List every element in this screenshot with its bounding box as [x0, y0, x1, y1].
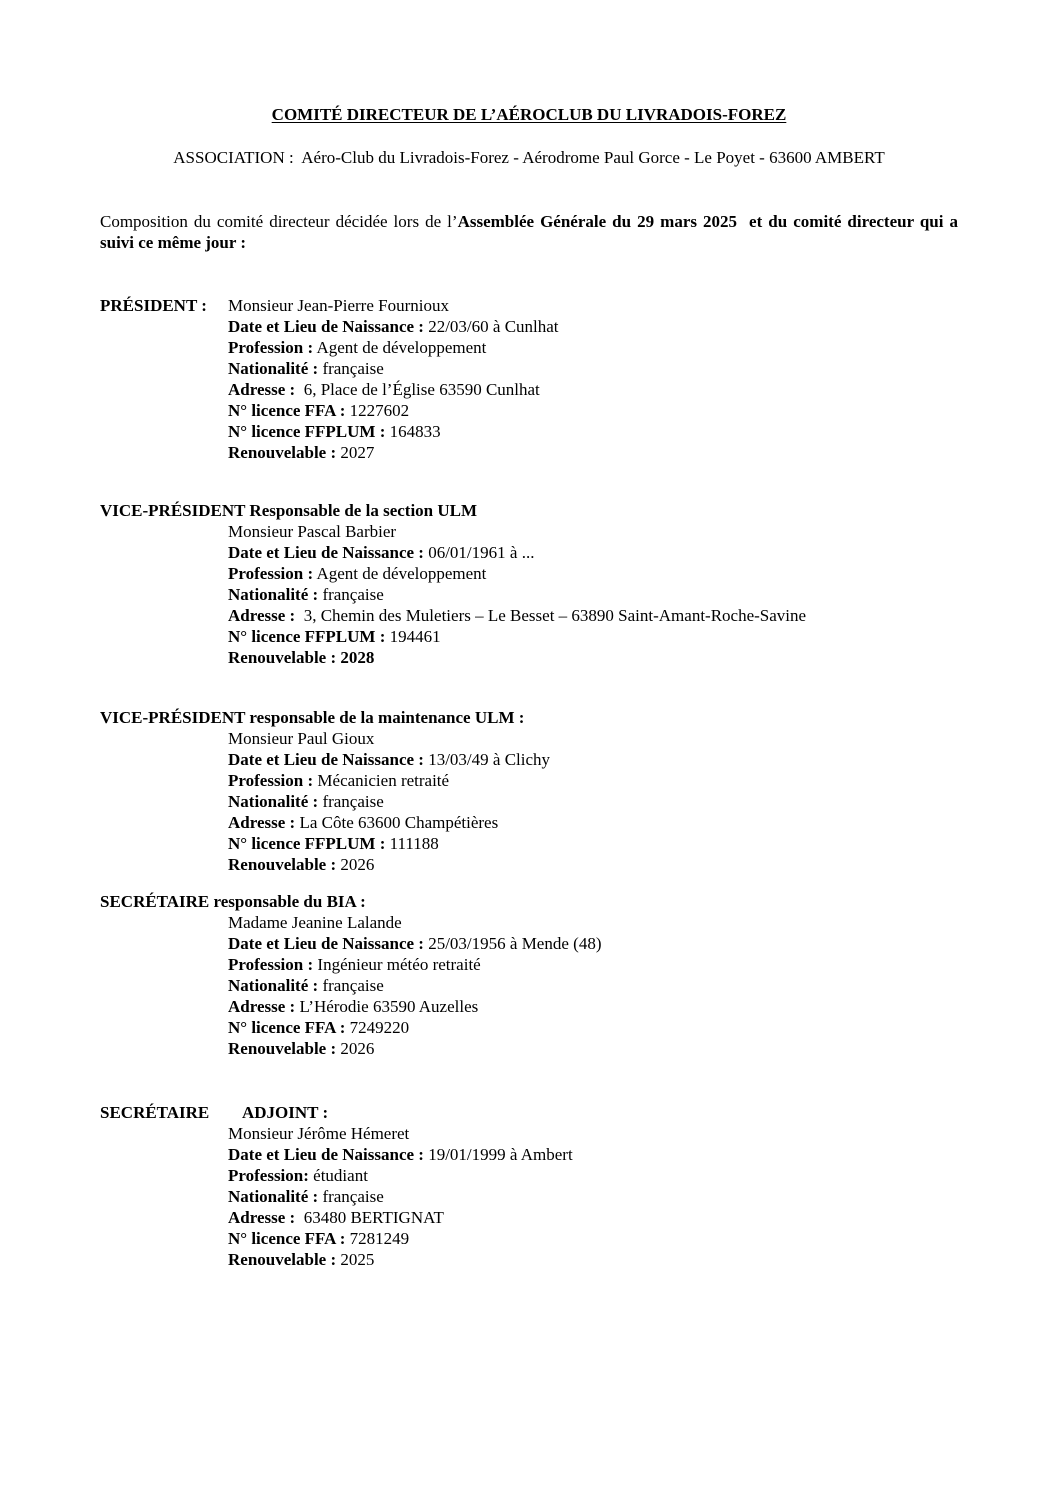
field-label: Renouvelable :: [228, 1250, 337, 1269]
field-label: Adresse :: [228, 813, 296, 832]
officer-role: PRÉSIDENT :: [100, 296, 207, 315]
field-label: Adresse :: [228, 380, 296, 399]
field-label: Date et Lieu de Naissance :: [228, 1145, 424, 1164]
officer-name-line: [100, 1123, 958, 1144]
field-value: 2027: [336, 443, 375, 462]
officer-heading: [100, 891, 958, 912]
officer-field-line: [100, 1207, 958, 1228]
officer-role: VICE-PRÉSIDENT Responsable de la section ULM: [100, 501, 478, 520]
officer-field-line: [100, 791, 958, 812]
field-label: Nationalité :: [228, 1187, 319, 1206]
officer-field-line: [100, 1228, 958, 1249]
officer-field-line: [100, 854, 958, 875]
field-label: Profession :: [228, 955, 314, 974]
officer-name: Monsieur Jean-Pierre Fournioux: [228, 296, 449, 315]
field-value: 164833: [385, 422, 441, 441]
officer-block: [100, 295, 958, 463]
field-label: Profession:: [228, 1166, 309, 1185]
field-value: 194461: [385, 627, 441, 646]
field-label: Profession :: [228, 771, 314, 790]
field-value: 13/03/49 à Clichy: [423, 750, 551, 769]
officer-field-line: [100, 1186, 958, 1207]
officer-name: Monsieur Jérôme Hémeret: [228, 1124, 410, 1143]
field-label: Date et Lieu de Naissance :: [228, 543, 424, 562]
field-value: française: [318, 792, 384, 811]
field-label: Renouvelable :: [228, 855, 337, 874]
field-label: Profession :: [228, 338, 314, 357]
officer-field-line: [100, 358, 958, 379]
field-label: N° licence FFA :: [228, 1229, 346, 1248]
field-value: française: [318, 359, 384, 378]
field-value: 22/03/60 à Cunlhat: [423, 317, 559, 336]
field-label: Renouvelable :: [228, 648, 337, 667]
field-label: Renouvelable :: [228, 443, 337, 462]
field-value: 6, Place de l’Église 63590 Cunlhat: [295, 380, 540, 399]
officer-heading: [100, 1102, 958, 1123]
field-value: française: [318, 976, 384, 995]
officer-field-line: [100, 647, 958, 668]
officer-role: SECRÉTAIRE: [100, 1103, 210, 1122]
officer-field-line: [100, 812, 958, 833]
field-value: Ingénieur météo retraité: [313, 955, 481, 974]
intro-text-bold: Assemblée Générale du 29 mars 2025 et du comité directeur qui a suivi ce même jour :: [100, 212, 963, 252]
field-value: 7249220: [345, 1018, 410, 1037]
officer-field-line: [100, 954, 958, 975]
officer-heading: [100, 295, 958, 316]
officer-block: [100, 1102, 958, 1270]
field-label: Adresse :: [228, 997, 296, 1016]
officer-block: [100, 500, 958, 668]
officer-name-line: [100, 728, 958, 749]
field-value: L’Hérodie 63590 Auzelles: [295, 997, 479, 1016]
field-value: 06/01/1961 à ...: [423, 543, 535, 562]
field-label: Nationalité :: [228, 359, 319, 378]
field-label: Renouvelable :: [228, 1039, 337, 1058]
field-label: Nationalité :: [228, 585, 319, 604]
officer-field-line: [100, 379, 958, 400]
officer-field-line: [100, 933, 958, 954]
officer-fields: [100, 1144, 958, 1270]
officer-field-line: [100, 1165, 958, 1186]
field-label: N° licence FFA :: [228, 401, 346, 420]
field-label: Date et Lieu de Naissance :: [228, 934, 424, 953]
field-label: Nationalité :: [228, 976, 319, 995]
officer-block: [100, 707, 958, 875]
officer-field-line: [100, 316, 958, 337]
officer-field-line: [100, 996, 958, 1017]
field-label: Profession :: [228, 564, 314, 583]
field-value: 7281249: [345, 1229, 410, 1248]
field-value: française: [318, 585, 384, 604]
intro-text-normal: Composition du comité directeur décidée lors de l’: [100, 212, 458, 231]
officer-field-line: [100, 584, 958, 605]
field-label: Date et Lieu de Naissance :: [228, 317, 424, 336]
officer-fields: [100, 316, 958, 463]
field-label: N° licence FFA :: [228, 1018, 346, 1037]
officer-heading: [100, 500, 958, 521]
field-value: 2025: [336, 1250, 375, 1269]
officer-role-part2: ADJOINT :: [242, 1103, 329, 1122]
association-line: ASSOCIATION : Aéro-Club du Livradois-Forez - Aérodrome Paul Gorce - Le Poyet - 63600 AMBERT: [173, 148, 885, 167]
officer-name: Madame Jeanine Lalande: [228, 913, 402, 932]
field-value: 2026: [336, 855, 375, 874]
field-label: N° licence FFPLUM :: [228, 422, 386, 441]
field-value: 19/01/1999 à Ambert: [423, 1145, 573, 1164]
document-title: [100, 104, 958, 125]
field-label: Nationalité :: [228, 792, 319, 811]
officer-name-line: [100, 912, 958, 933]
field-label: Date et Lieu de Naissance :: [228, 750, 424, 769]
officer-field-line: [100, 1017, 958, 1038]
officer-name: Monsieur Pascal Barbier: [228, 522, 397, 541]
officer-role: VICE-PRÉSIDENT responsable de la maintenance ULM :: [100, 708, 525, 727]
field-value: Mécanicien retraité: [313, 771, 450, 790]
officer-field-line: [100, 563, 958, 584]
officer-field-line: [100, 421, 958, 442]
officer-fields: [100, 933, 958, 1059]
officer-field-line: [100, 1249, 958, 1270]
field-value: La Côte 63600 Champétières: [295, 813, 499, 832]
officer-field-line: [100, 337, 958, 358]
officer-name: Monsieur Paul Gioux: [228, 729, 375, 748]
document-title-text: COMITÉ DIRECTEUR DE L’AÉROCLUB DU LIVRADOIS-FOREZ: [271, 105, 787, 124]
officer-field-line: [100, 749, 958, 770]
officer-block: [100, 891, 958, 1059]
field-label: Adresse :: [228, 606, 296, 625]
field-value: 111188: [385, 834, 439, 853]
officer-field-line: [100, 400, 958, 421]
officers-list: [100, 295, 958, 1270]
field-value: 63480 BERTIGNAT: [295, 1208, 444, 1227]
officer-field-line: [100, 542, 958, 563]
officer-field-line: [100, 442, 958, 463]
field-label: N° licence FFPLUM :: [228, 834, 386, 853]
officer-heading: [100, 707, 958, 728]
field-value: 1227602: [345, 401, 410, 420]
officer-fields: [100, 542, 958, 668]
officer-field-line: [100, 626, 958, 647]
field-value: Agent de développement: [313, 338, 487, 357]
officer-field-line: [100, 770, 958, 791]
field-value: 25/03/1956 à Mende (48): [423, 934, 602, 953]
field-value: 2026: [336, 1039, 375, 1058]
field-label: Adresse :: [228, 1208, 296, 1227]
officer-fields: [100, 749, 958, 875]
officer-field-line: [100, 975, 958, 996]
officer-name-line: [100, 521, 958, 542]
officer-role: SECRÉTAIRE responsable du BIA :: [100, 892, 366, 911]
field-value: Agent de développement: [313, 564, 487, 583]
field-label: N° licence FFPLUM :: [228, 627, 386, 646]
officer-field-line: [100, 833, 958, 854]
field-value: 2028: [336, 648, 375, 667]
intro-paragraph: [100, 211, 963, 253]
field-value: étudiant: [308, 1166, 368, 1185]
officer-field-line: [100, 605, 958, 626]
field-value: 3, Chemin des Muletiers – Le Besset – 63890 Saint-Amant-Roche-Savine: [295, 606, 807, 625]
officer-field-line: [100, 1144, 958, 1165]
officer-field-line: [100, 1038, 958, 1059]
field-value: française: [318, 1187, 384, 1206]
